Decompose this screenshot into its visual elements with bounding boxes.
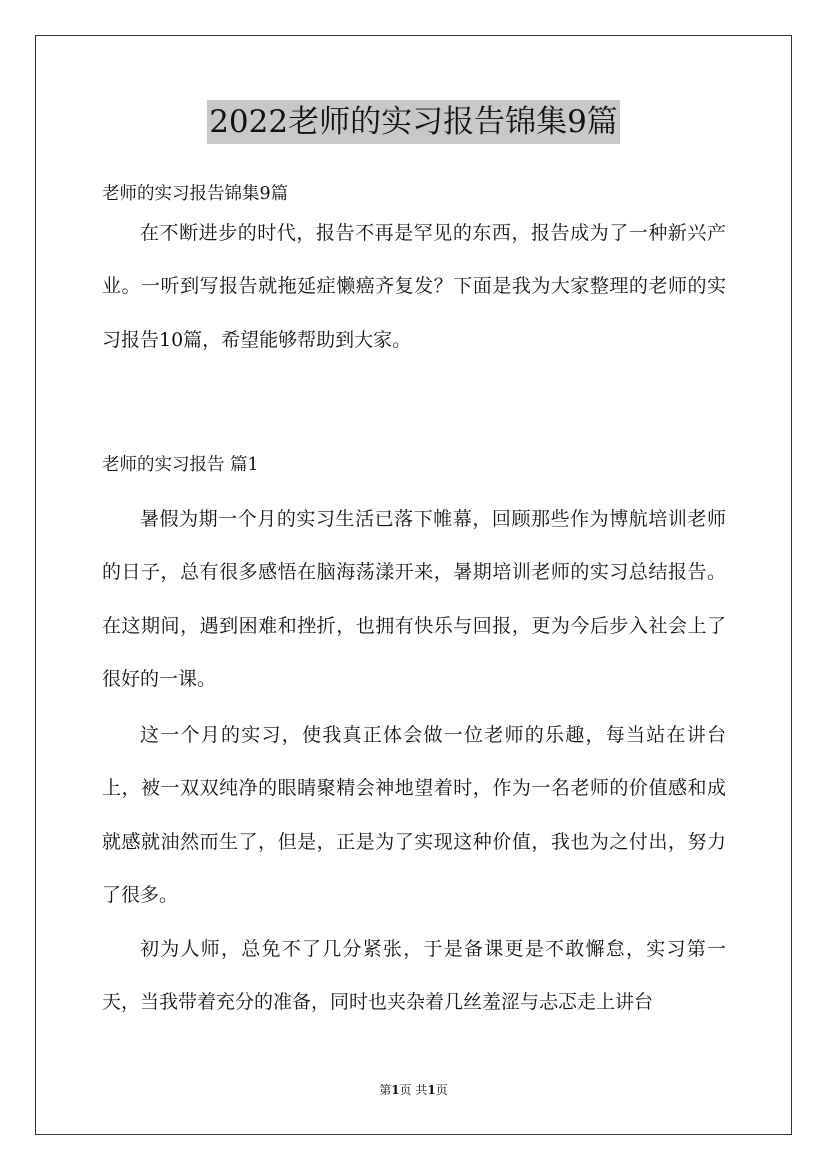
document-title-wrapper bbox=[0, 100, 827, 144]
footer-page-prefix: 第 bbox=[379, 1083, 392, 1097]
intro-paragraph: 在不断进步的时代，报告不再是罕见的东西，报告成为了一种新兴产业。一听到写报告就拖延症懒癌齐复发？下面是我为大家整理的老师的实习报告10篇，希望能够帮助到大家。 bbox=[102, 222, 726, 351]
section-heading: 老师的实习报告 篇1 bbox=[102, 455, 259, 475]
body-paragraph-2: 这一个月的实习，使我真正体会做一位老师的乐趣，每当站在讲台上，被一双双纯净的眼睛聚精会神地望着时，作为一名老师的价值感和成就感就油然而生了，但是，正是为了实现这种价值，我也为之付出，努力了很多。 bbox=[102, 724, 726, 907]
footer-page-total: 1 bbox=[427, 1083, 436, 1097]
body-paragraph-3: 初为人师，总免不了几分紧张，于是备课更是不敢懈怠，实习第一天，当我带着充分的准备，同时也夹杂着几丝羞涩与忐忑走上讲台 bbox=[102, 938, 726, 1014]
document-title: 2022老师的实习报告锦集9篇 bbox=[207, 100, 620, 144]
footer-page-suffix: 页 bbox=[435, 1083, 448, 1097]
page-footer bbox=[0, 1081, 827, 1099]
footer-page-mid: 页 共 bbox=[399, 1083, 428, 1097]
footer-page-number: 1 bbox=[391, 1083, 400, 1097]
document-subtitle: 老师的实习报告锦集9篇 bbox=[102, 184, 289, 204]
body-paragraph-1: 暑假为期一个月的实习生活已落下帷幕，回顾那些作为博航培训老师的日子，总有很多感悟在脑海荡漾开来，暑期培训老师的实习总结报告。在这期间，遇到困难和挫折，也拥有快乐与回报，更为今后步入社会上了很好的一课。 bbox=[102, 508, 726, 691]
